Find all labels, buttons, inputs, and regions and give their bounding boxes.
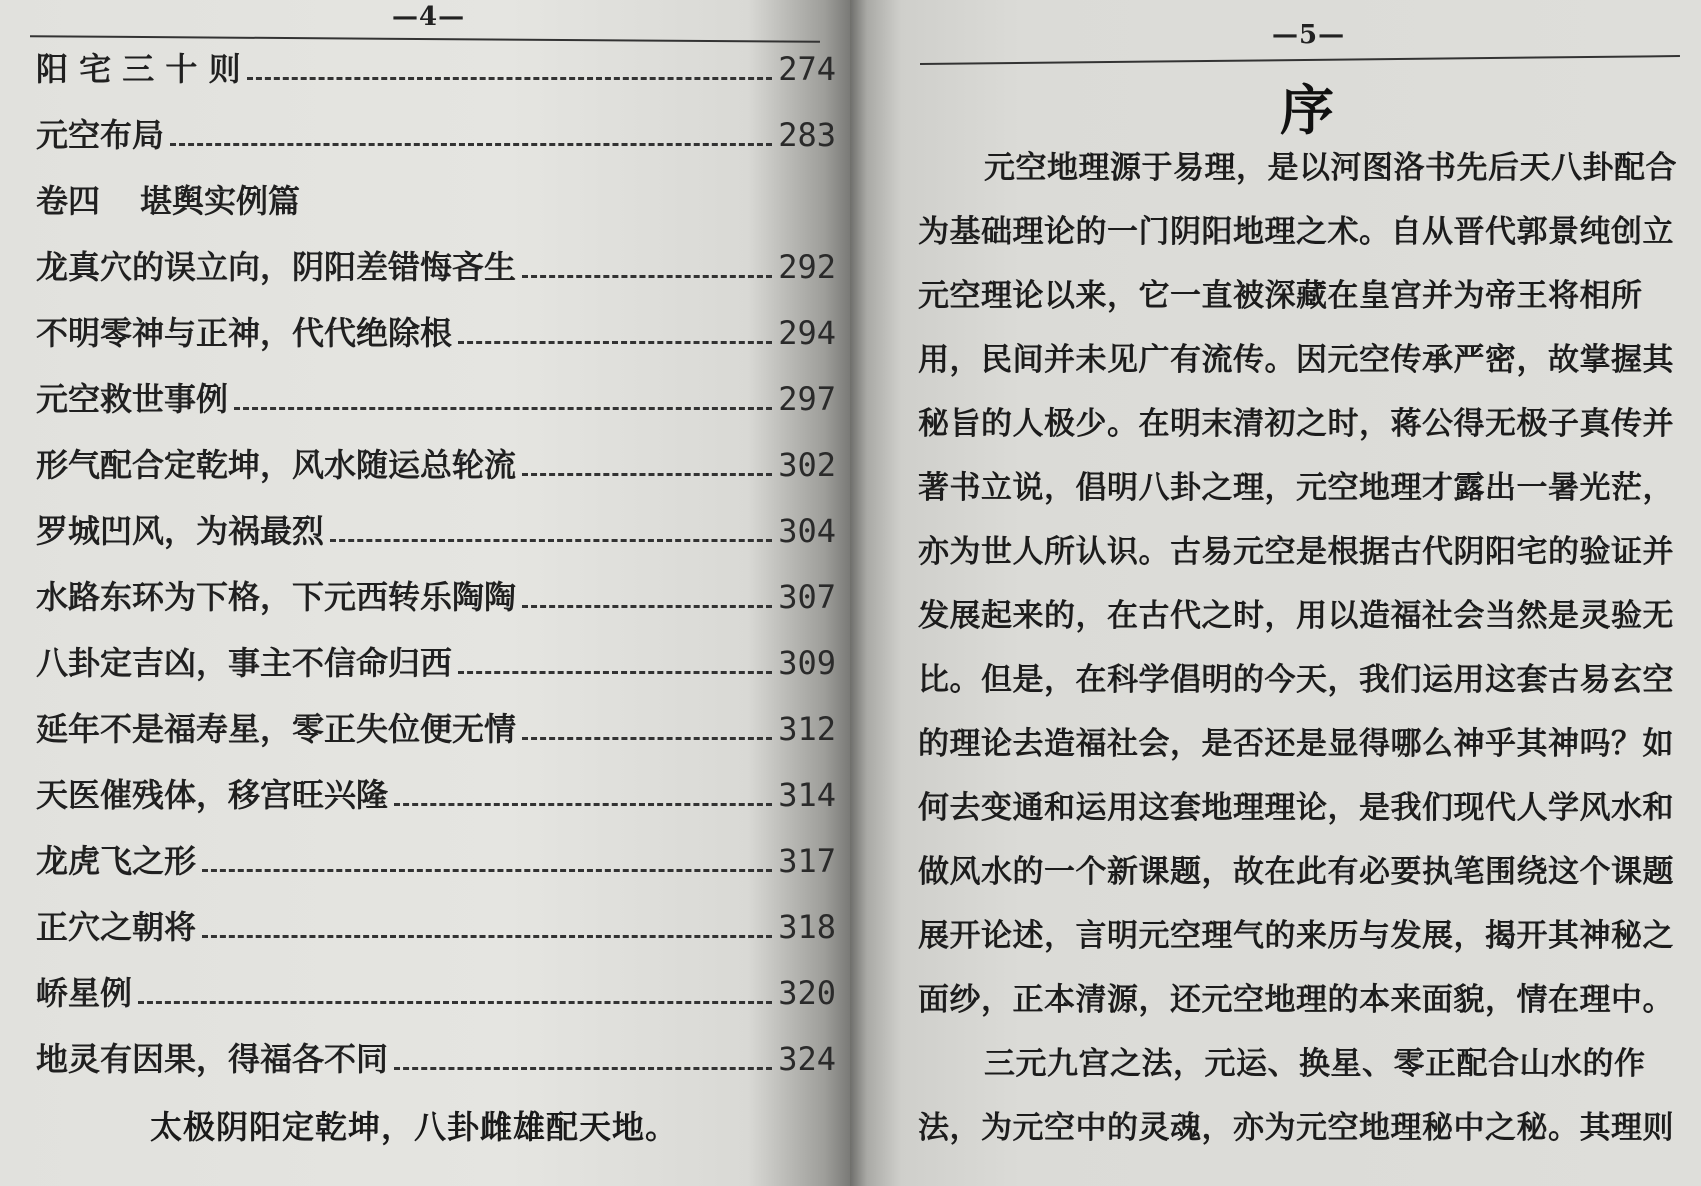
dot-leader [170,143,772,146]
toc-entry-page: 309 [778,644,836,682]
toc-entry [36,1034,836,1100]
page-number: —5— [1272,20,1346,50]
toc-entry [36,308,836,374]
text-line: 发展起来的，在古代之时，用以造福社会当然是灵验无 [918,598,1674,634]
header-rule [30,35,820,43]
toc-entry-page: 274 [778,50,836,88]
toc-entry-page: 292 [778,248,836,286]
toc-entry-title: 地灵有因果，得福各不同 [36,1040,389,1078]
text-line: 元空地理源于易理，是以河图洛书先后天八卦配合 [984,150,1677,186]
header-rule [920,55,1680,65]
preface-title: 序 [1280,79,1334,142]
toc-entry [36,44,836,110]
toc-entry-page: 324 [778,1040,836,1078]
toc-entry-title: 形气配合定乾坤，风水随运总轮流 [36,446,517,484]
section-label: 卷四 [36,182,101,220]
toc-entry-title: 元空救世事例 [36,380,229,418]
text-line: 著书立说，倡明八卦之理，元空地理才露出一暑光茫， [918,470,1674,506]
text-line: 亦为世人所认识。古易元空是根据古代阴阳宅的验证并 [918,534,1674,570]
toc-entry-page: 283 [778,116,836,154]
toc-entry-page: 312 [778,710,836,748]
toc-entry-page: 307 [778,578,836,616]
dot-leader [458,341,772,344]
right-page [850,0,1701,1186]
toc-entry-title: 峤星例 [36,974,133,1012]
preface-body [918,142,1700,1166]
text-line: 法，为元空中的灵魂，亦为元空地理秘中之秘。其理则 [918,1110,1674,1146]
dot-leader [330,539,772,542]
toc-entry-title: 龙虎飞之形 [36,842,197,880]
dot-leader [522,275,772,278]
toc-entry [36,968,836,1034]
toc-entry [36,506,836,572]
dot-leader [458,671,772,674]
toc-entry [36,440,836,506]
dot-leader [138,1001,772,1004]
toc-entry-title: 罗城凹风，为祸最烈 [36,512,325,550]
toc-entry-page: 294 [778,314,836,352]
toc-entry [36,836,836,902]
dot-leader [247,77,773,80]
dot-leader [394,803,772,806]
toc-entry-page: 297 [778,380,836,418]
toc-entry-page: 318 [778,908,836,946]
toc-entry-page: 302 [778,446,836,484]
toc-entry-title: 龙真穴的误立向，阴阳差错悔吝生 [36,248,517,286]
dot-leader [522,737,772,740]
dot-leader [234,407,772,410]
dot-leader [522,605,772,608]
text-line: 展开论述，言明元空理气的来历与发展，揭开其神秘之 [918,918,1674,954]
text-line: 的理论去造福社会，是否还是显得哪么神乎其神吗？如 [918,726,1674,762]
toc-entry [36,374,836,440]
toc-entry-title: 阳 宅 三 十 则 [36,50,241,88]
toc-entry-title: 不明零神与正神，代代绝除根 [36,314,453,352]
toc-entry-title: 正穴之朝将 [36,908,197,946]
text-line: 比。但是，在科学倡明的今天，我们运用这套古易玄空 [918,662,1674,698]
toc-section-heading [36,176,836,242]
toc-entry [36,770,836,836]
dot-leader [522,473,772,476]
text-line: 为基础理论的一门阴阳地理之术。自从晋代郭景纯创立 [918,214,1674,250]
toc-entry-title: 元空布局 [36,116,165,154]
table-of-contents [36,44,836,1100]
dot-leader [202,935,772,938]
toc-entry [36,110,836,176]
toc-entry [36,572,836,638]
text-line: 做风水的一个新课题，故在此有必要执笔围绕这个课题 [918,854,1674,890]
text-line: 秘旨的人极少。在明末清初之时，蒋公得无极子真传并 [918,406,1674,442]
text-line: 元空理论以来，它一直被深藏在皇宫并为帝王将相所 [918,278,1643,314]
text-line: 何去变通和运用这套地理理论，是我们现代人学风水和 [918,790,1674,826]
text-line: 三元九宫之法，元运、换星、零正配合山水的作 [984,1046,1646,1082]
left-page [0,0,850,1186]
toc-entry [36,902,836,968]
section-title: 堪舆实例篇 [140,182,301,220]
toc-entry-page: 304 [778,512,836,550]
dot-leader [202,869,772,872]
toc-entry [36,242,836,308]
toc-entry-page: 317 [778,842,836,880]
toc-entry-title: 延年不是福寿星，零正失位便无情 [36,710,517,748]
toc-entry [36,704,836,770]
text-line: 面纱，正本清源，还元空地理的本来面貌，情在理中。 [918,982,1674,1018]
closing-verse: 太极阴阳定乾坤，八卦雌雄配天地。 [150,1108,679,1146]
dot-leader [394,1067,772,1070]
toc-entry-title: 水路东环为下格，下元西转乐陶陶 [36,578,517,616]
text-line: 用，民间并未见广有流传。因元空传承严密，故掌握其 [918,342,1674,378]
toc-entry-title: 八卦定吉凶，事主不信命归西 [36,644,453,682]
toc-entry-page: 320 [778,974,836,1012]
page-number: —4— [392,2,466,32]
toc-entry-title: 天医催残体，移宫旺兴隆 [36,776,389,814]
toc-entry [36,638,836,704]
toc-entry-page: 314 [778,776,836,814]
